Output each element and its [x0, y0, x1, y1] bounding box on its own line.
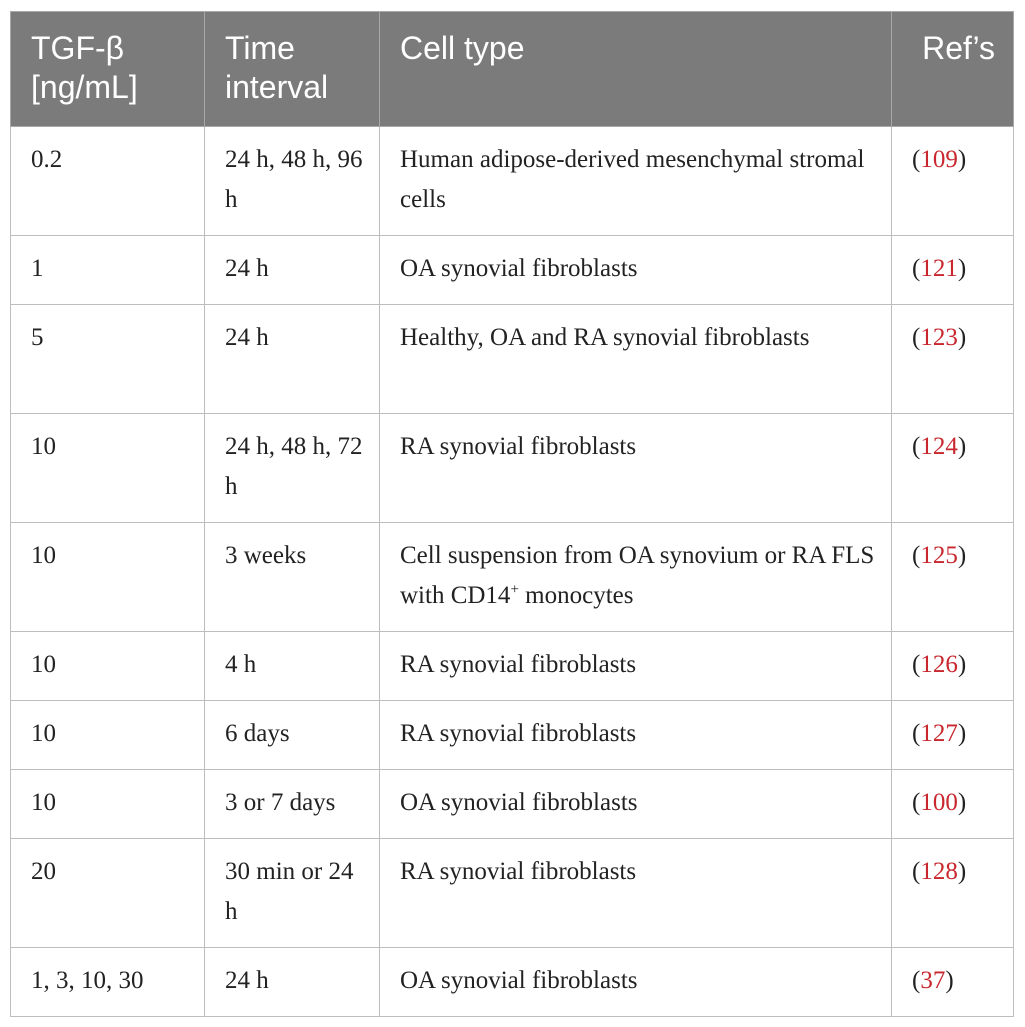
- superscript-plus: +: [510, 581, 519, 598]
- ref-cell: (100): [892, 770, 1014, 839]
- reference-link[interactable]: 128: [920, 858, 958, 885]
- reference-link[interactable]: 126: [920, 651, 958, 678]
- cell-type-cell: RA synovial fibroblasts: [380, 632, 892, 701]
- cell-type-cell: RA synovial fibroblasts: [380, 701, 892, 770]
- ref-cell: (109): [892, 127, 1014, 236]
- dose-cell: 20: [11, 839, 205, 948]
- tgf-beta-table: [10, 11, 1014, 1017]
- dose-cell: 10: [11, 770, 205, 839]
- time-cell: 24 h: [205, 948, 380, 1017]
- table-header: [11, 12, 1014, 127]
- table-row: [11, 305, 1014, 414]
- dose-cell: 1: [11, 236, 205, 305]
- time-cell: 24 h, 48 h, 96 h: [205, 127, 380, 236]
- ref-cell: (124): [892, 414, 1014, 523]
- table-row: [11, 127, 1014, 236]
- dose-cell: 1, 3, 10, 30: [11, 948, 205, 1017]
- time-cell: 6 days: [205, 701, 380, 770]
- reference-link[interactable]: 100: [920, 789, 958, 816]
- ref-cell: (125): [892, 523, 1014, 632]
- table-body: [11, 127, 1014, 1017]
- header-row: [11, 12, 1014, 127]
- reference-link[interactable]: 109: [920, 146, 958, 173]
- ref-cell: (126): [892, 632, 1014, 701]
- cell-type-cell: [380, 523, 892, 632]
- reference-link[interactable]: 125: [920, 542, 958, 569]
- header-dose: TGF-β [ng/mL]: [11, 12, 205, 127]
- time-cell: 24 h: [205, 236, 380, 305]
- cell-type-cell: RA synovial fibroblasts: [380, 839, 892, 948]
- table-row: [11, 701, 1014, 770]
- ref-cell: (128): [892, 839, 1014, 948]
- table-row: [11, 523, 1014, 632]
- table-row: [11, 236, 1014, 305]
- time-cell: 3 weeks: [205, 523, 380, 632]
- dose-cell: 10: [11, 632, 205, 701]
- table-row: [11, 948, 1014, 1017]
- time-cell: 3 or 7 days: [205, 770, 380, 839]
- table-row: [11, 770, 1014, 839]
- time-cell: 24 h: [205, 305, 380, 414]
- header-refs: Ref’s: [892, 12, 1014, 127]
- dose-cell: 10: [11, 414, 205, 523]
- cell-type-text: Cell suspension from OA synovium or RA FLS with CD14: [400, 542, 875, 609]
- cell-type-cell: OA synovial fibroblasts: [380, 236, 892, 305]
- ref-cell: (37): [892, 948, 1014, 1017]
- reference-link[interactable]: 127: [920, 720, 958, 747]
- time-cell: 30 min or 24 h: [205, 839, 380, 948]
- reference-link[interactable]: 124: [920, 433, 958, 460]
- ref-cell: (121): [892, 236, 1014, 305]
- header-cell-type: Cell type: [380, 12, 892, 127]
- cell-type-cell: OA synovial fibroblasts: [380, 770, 892, 839]
- ref-cell: (123): [892, 305, 1014, 414]
- table-row: [11, 632, 1014, 701]
- dose-cell: 10: [11, 701, 205, 770]
- dose-cell: 10: [11, 523, 205, 632]
- cell-type-cell: Human adipose-derived mesenchymal stromal cells: [380, 127, 892, 236]
- reference-link[interactable]: 123: [920, 324, 958, 351]
- cell-type-cell: Healthy, OA and RA synovial fibroblasts: [380, 305, 892, 414]
- table-row: [11, 839, 1014, 948]
- dose-cell: 5: [11, 305, 205, 414]
- time-cell: 4 h: [205, 632, 380, 701]
- reference-link[interactable]: 37: [920, 967, 946, 994]
- reference-link[interactable]: 121: [920, 255, 958, 282]
- cell-type-text-end: monocytes: [518, 582, 634, 609]
- dose-cell: 0.2: [11, 127, 205, 236]
- time-cell: 24 h, 48 h, 72 h: [205, 414, 380, 523]
- table-row: [11, 414, 1014, 523]
- ref-cell: (127): [892, 701, 1014, 770]
- cell-type-cell: RA synovial fibroblasts: [380, 414, 892, 523]
- cell-type-cell: OA synovial fibroblasts: [380, 948, 892, 1017]
- header-time-interval: Time interval: [205, 12, 380, 127]
